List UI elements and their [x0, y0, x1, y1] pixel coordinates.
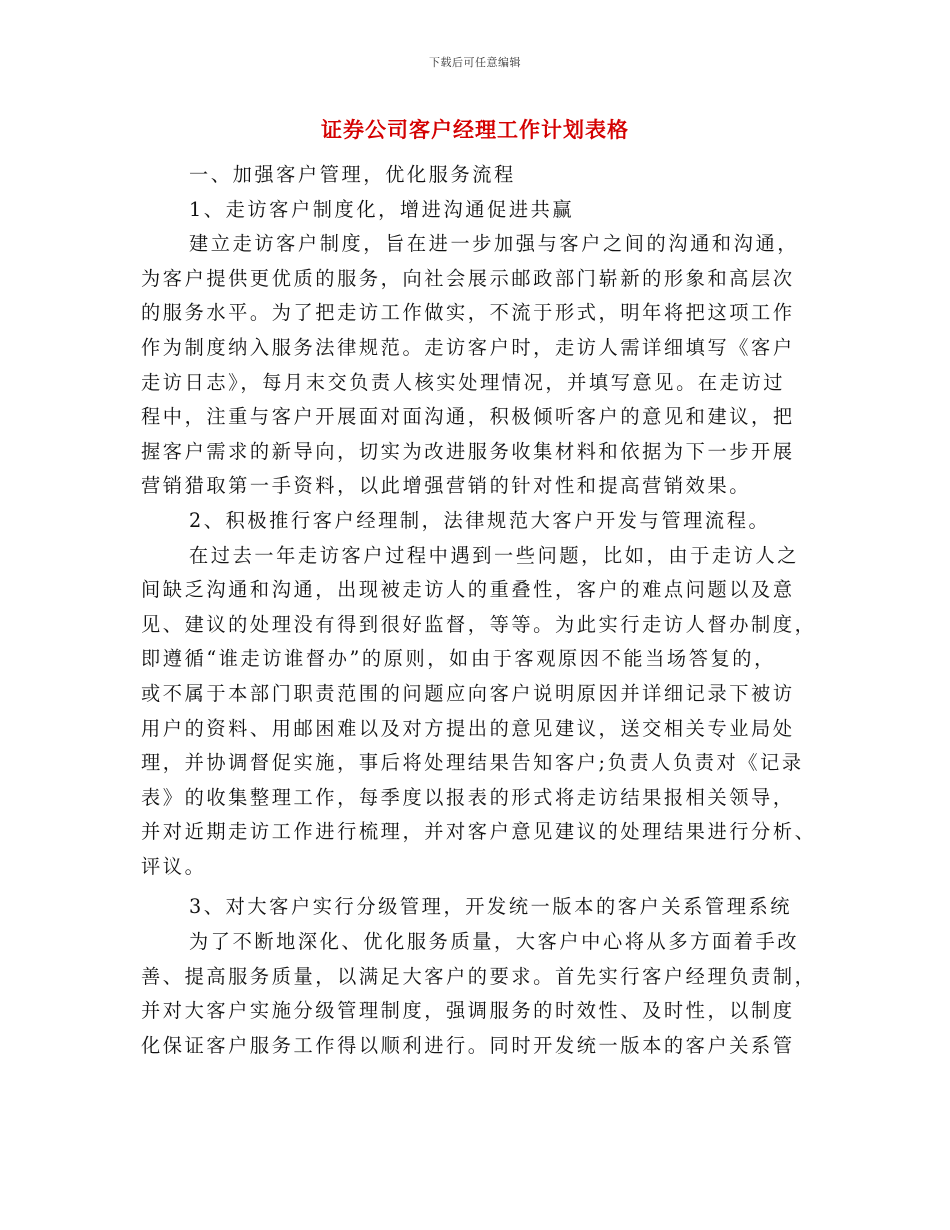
paragraph-line: 作为制度纳入服务法律规范。走访客户时，走访人需详细填写《客户 — [141, 335, 795, 359]
paragraph-line: 用户的资料、用邮困难以及对方提出的意见建议，送交相关专业局处 — [141, 716, 795, 740]
document-title: 证券公司客户经理工作计划表格 — [321, 117, 629, 142]
paragraph-line: 评议。 — [141, 854, 207, 878]
subsection-heading: 3、对大客户实行分级管理，开发统一版本的客户关系管理系统 — [189, 895, 793, 919]
paragraph-line: 为客户提供更优质的服务，向社会展示邮政部门崭新的形象和高层次 — [141, 266, 795, 290]
paragraph-line: 的服务水平。为了把走访工作做实，不流于形式，明年将把这项工作 — [141, 301, 795, 325]
paragraph-line: 建立走访客户制度，旨在进一步加强与客户之间的沟通和沟通， — [189, 232, 800, 256]
header-note: 下载后可任意编辑 — [429, 56, 521, 69]
paragraph-line: 表》的收集整理工作，每季度以报表的形式将走访结果报相关领导， — [141, 785, 795, 809]
paragraph-line: 走访日志》，每月末交负责人核实处理情况，并填写意见。在走访过 — [141, 370, 786, 394]
paragraph-line: 为了不断地深化、优化服务质量，大客户中心将从多方面着手改 — [189, 930, 800, 954]
paragraph-line: 并对近期走访工作进行梳理，并对客户意见建议的处理结果进行分析、 — [141, 820, 817, 844]
paragraph-line: 善、提高服务质量，以满足大客户的要求。首先实行客户经理负责制， — [141, 964, 817, 988]
paragraph-line: 见、建议的处理没有得到很好监督，等等。为此实行走访人督办制度， — [141, 612, 817, 636]
subsection-heading: 1、走访客户制度化，增进沟通促进共赢 — [189, 197, 575, 221]
paragraph-line: 握客户需求的新导向，切实为改进服务收集材料和依据为下一步开展 — [141, 439, 795, 463]
paragraph-line: 理，并协调督促实施，事后将处理结果告知客户;负责人负责对《记录 — [141, 751, 804, 775]
paragraph-line: 化保证客户服务工作得以顺利进行。同时开发统一版本的客户关系管 — [141, 1033, 795, 1057]
paragraph-line: 或不属于本部门职责范围的问题应向客户说明原因并详细记录下被访 — [141, 681, 795, 705]
section-heading: 一、加强客户管理，优化服务流程 — [189, 163, 516, 186]
paragraph-line: 间缺乏沟通和沟通，出现被走访人的重叠性，客户的难点问题以及意 — [141, 578, 795, 602]
paragraph-line: 在过去一年走访客户过程中遇到一些问题，比如，由于走访人之 — [189, 543, 800, 567]
subsection-heading: 2、积极推行客户经理制，法律规范大客户开发与管理流程。 — [189, 508, 771, 532]
document-body — [141, 158, 817, 1063]
paragraph-line: 营销猎取第一手资料，以此增强营销的针对性和提高营销效果。 — [141, 474, 752, 498]
paragraph-line: 程中，注重与客户开展面对面沟通，积极倾听客户的意见和建议，把 — [141, 405, 795, 429]
paragraph-line: 即遵循“谁走访谁督办”的原则，如由于客观原因不能当场答复的， — [141, 647, 776, 671]
paragraph-line: 并对大客户实施分级管理制度，强调服务的时效性、及时性，以制度 — [141, 999, 795, 1023]
